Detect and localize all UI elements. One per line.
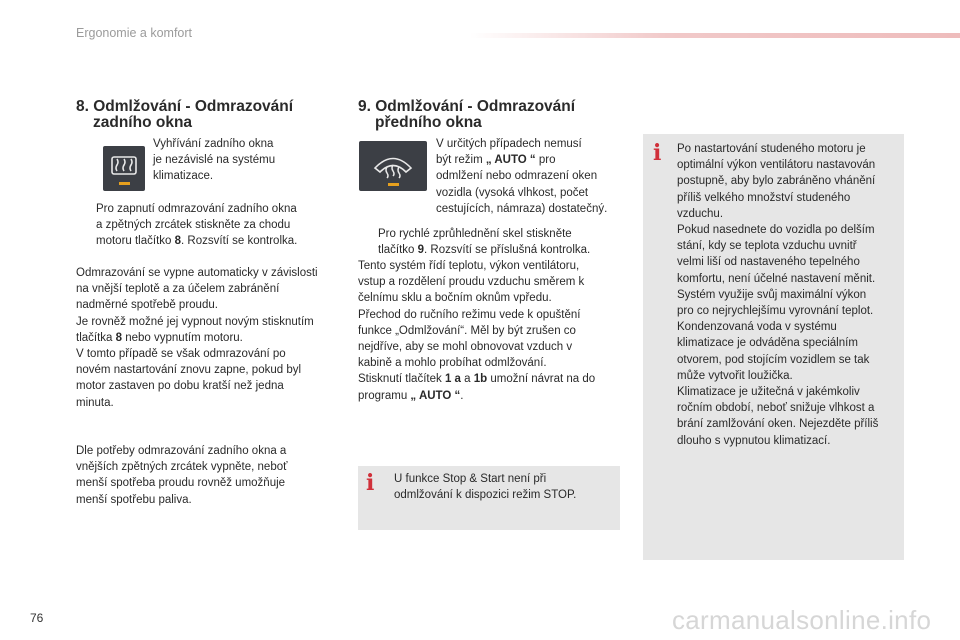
intro-after: pro odmlžení nebo odmrazení oken vozidla (vysoká vlhkost, počet cestujících, námraza) dostatečný.	[436, 154, 608, 215]
bullet-text-bold: 9	[417, 244, 425, 257]
para-before: Tento systém řídí teplotu, výkon ventilátoru, vstup a rozdělení proudu vzduchu směrem k čelnímu sklu a bočním oknům vpředu. Přechod do ručního režimu vede k opuštění funkce „Odmlžování“. Měl by být zrušen co nejdříve, aby se mohl obnovovat vzduch v kabině a mohlo probíhat odmlžování. Stisknutí tlačítek	[358, 260, 585, 386]
para-bold-2: 1b	[473, 373, 488, 386]
page-number: 76	[30, 611, 44, 625]
section-8-number: 8.	[76, 98, 89, 115]
rear-defrost-icon	[103, 146, 145, 191]
front-defrost-icon	[359, 141, 427, 191]
bullet-text-bold: 8	[174, 235, 182, 248]
para-mid-1: a	[460, 373, 474, 386]
page-header-title: Ergonomie a komfort	[76, 26, 193, 40]
section-9-heading	[358, 99, 575, 131]
bullet-text-after: . Rozsvítí se příslušná kontrolka.	[424, 244, 591, 257]
section-8-heading	[76, 99, 293, 131]
bullet-marker	[76, 201, 96, 250]
para1-bold: 8	[115, 331, 123, 344]
info-icon: i	[366, 470, 375, 496]
para-end: .	[460, 389, 464, 402]
intro-bold: „ AUTO “	[485, 154, 536, 167]
info-box-cold-start-text: Po nastartování studeného motoru je optimální výkon ventilátoru nastavován postupně, aby bylo zabráněno vhánění příliš velkého množství studeného vzduchu. Pokud nasednete do vozidla po delším stání, kdy se teplota vzduchu uvnitř velmi liší od nastaveného tepelného komfortu, není účelné nastavení měnit. Systém využije svůj maximální výkon pro co nejrychlejšímu vyrovnání teplot. Kondenzovaná voda v systému klimatizace je odváděna speciálním otvorem, pod stojícím vozidlem se tak může vytvořit loužička. Klimatizace je užitečná v jakémkoliv ročním období, neboť snižuje vlhkost a brání zamlžování oken. Nejezděte příliš dlouho s vypnutou klimatizací.	[677, 143, 879, 447]
section-9-title-line1: Odmlžování - Odmrazování	[375, 98, 576, 115]
section-9-bullet	[358, 226, 628, 258]
info-box-cold-start	[643, 134, 904, 560]
watermark: carmanualsonline.info	[672, 605, 932, 635]
intro-before: V určitých případech nemusí být režim	[436, 138, 582, 167]
section-9-paragraph	[358, 258, 633, 404]
para1-before: Odmrazování se vypne automaticky v závislosti na vnější teplotě a za účelem zabránění nadměrné spotřebě proudu. Je rovněž možné jej vypnout novým stisknutím tlačítka	[76, 267, 318, 344]
section-8-title-line2: zadního okna	[93, 114, 193, 131]
section-8-title-line1: Odmlžování - Odmrazování	[93, 98, 294, 115]
info-box-start-stop-text: U funkce Stop & Start není při odmlžování k dispozici režim STOP.	[394, 473, 577, 502]
bullet-text-after: . Rozsvítí se kontrolka.	[181, 235, 298, 248]
header-divider	[470, 33, 960, 38]
para1-after: nebo vypnutím motoru. V tomto případě se však odmrazování po novém nastartování znovu zapne, pokud byl motor zastaven po dobu kratší než jedna minuta.	[76, 331, 302, 409]
section-9-intro	[436, 136, 636, 217]
section-8-bullet	[76, 201, 346, 250]
section-8-bullet-text	[96, 201, 297, 250]
section-9-number: 9.	[358, 98, 371, 115]
bullet-text-before: Pro rychlé zprůhlednění skel stiskněte tlačítko	[378, 228, 572, 257]
section-9-title-line2: předního okna	[375, 114, 482, 131]
section-8-paragraph-1	[76, 265, 356, 411]
info-icon: i	[653, 140, 662, 166]
section-8-paragraph-2: Dle potřeby odmrazování zadního okna a vnějších zpětných zrcátek vypněte, neboť menší spotřeba proudu rovněž umožňuje menší spotřebu paliva.	[76, 445, 288, 506]
section-8-intro: Vyhřívání zadního okna je nezávislé na systému klimatizace.	[153, 138, 276, 183]
info-box-start-stop	[358, 466, 620, 530]
section-9-bullet-text	[378, 226, 590, 258]
bullet-marker	[358, 226, 378, 258]
para-bold-1: 1 a	[444, 373, 461, 386]
bullet-text-before: Pro zapnutí odmrazování zadního okna a zpětných zrcátek stiskněte za chodu motoru tlačítko	[96, 203, 297, 248]
para-bold-3: „ AUTO “	[410, 389, 461, 402]
para-mid-2: umožní návrat na do programu	[358, 373, 596, 402]
